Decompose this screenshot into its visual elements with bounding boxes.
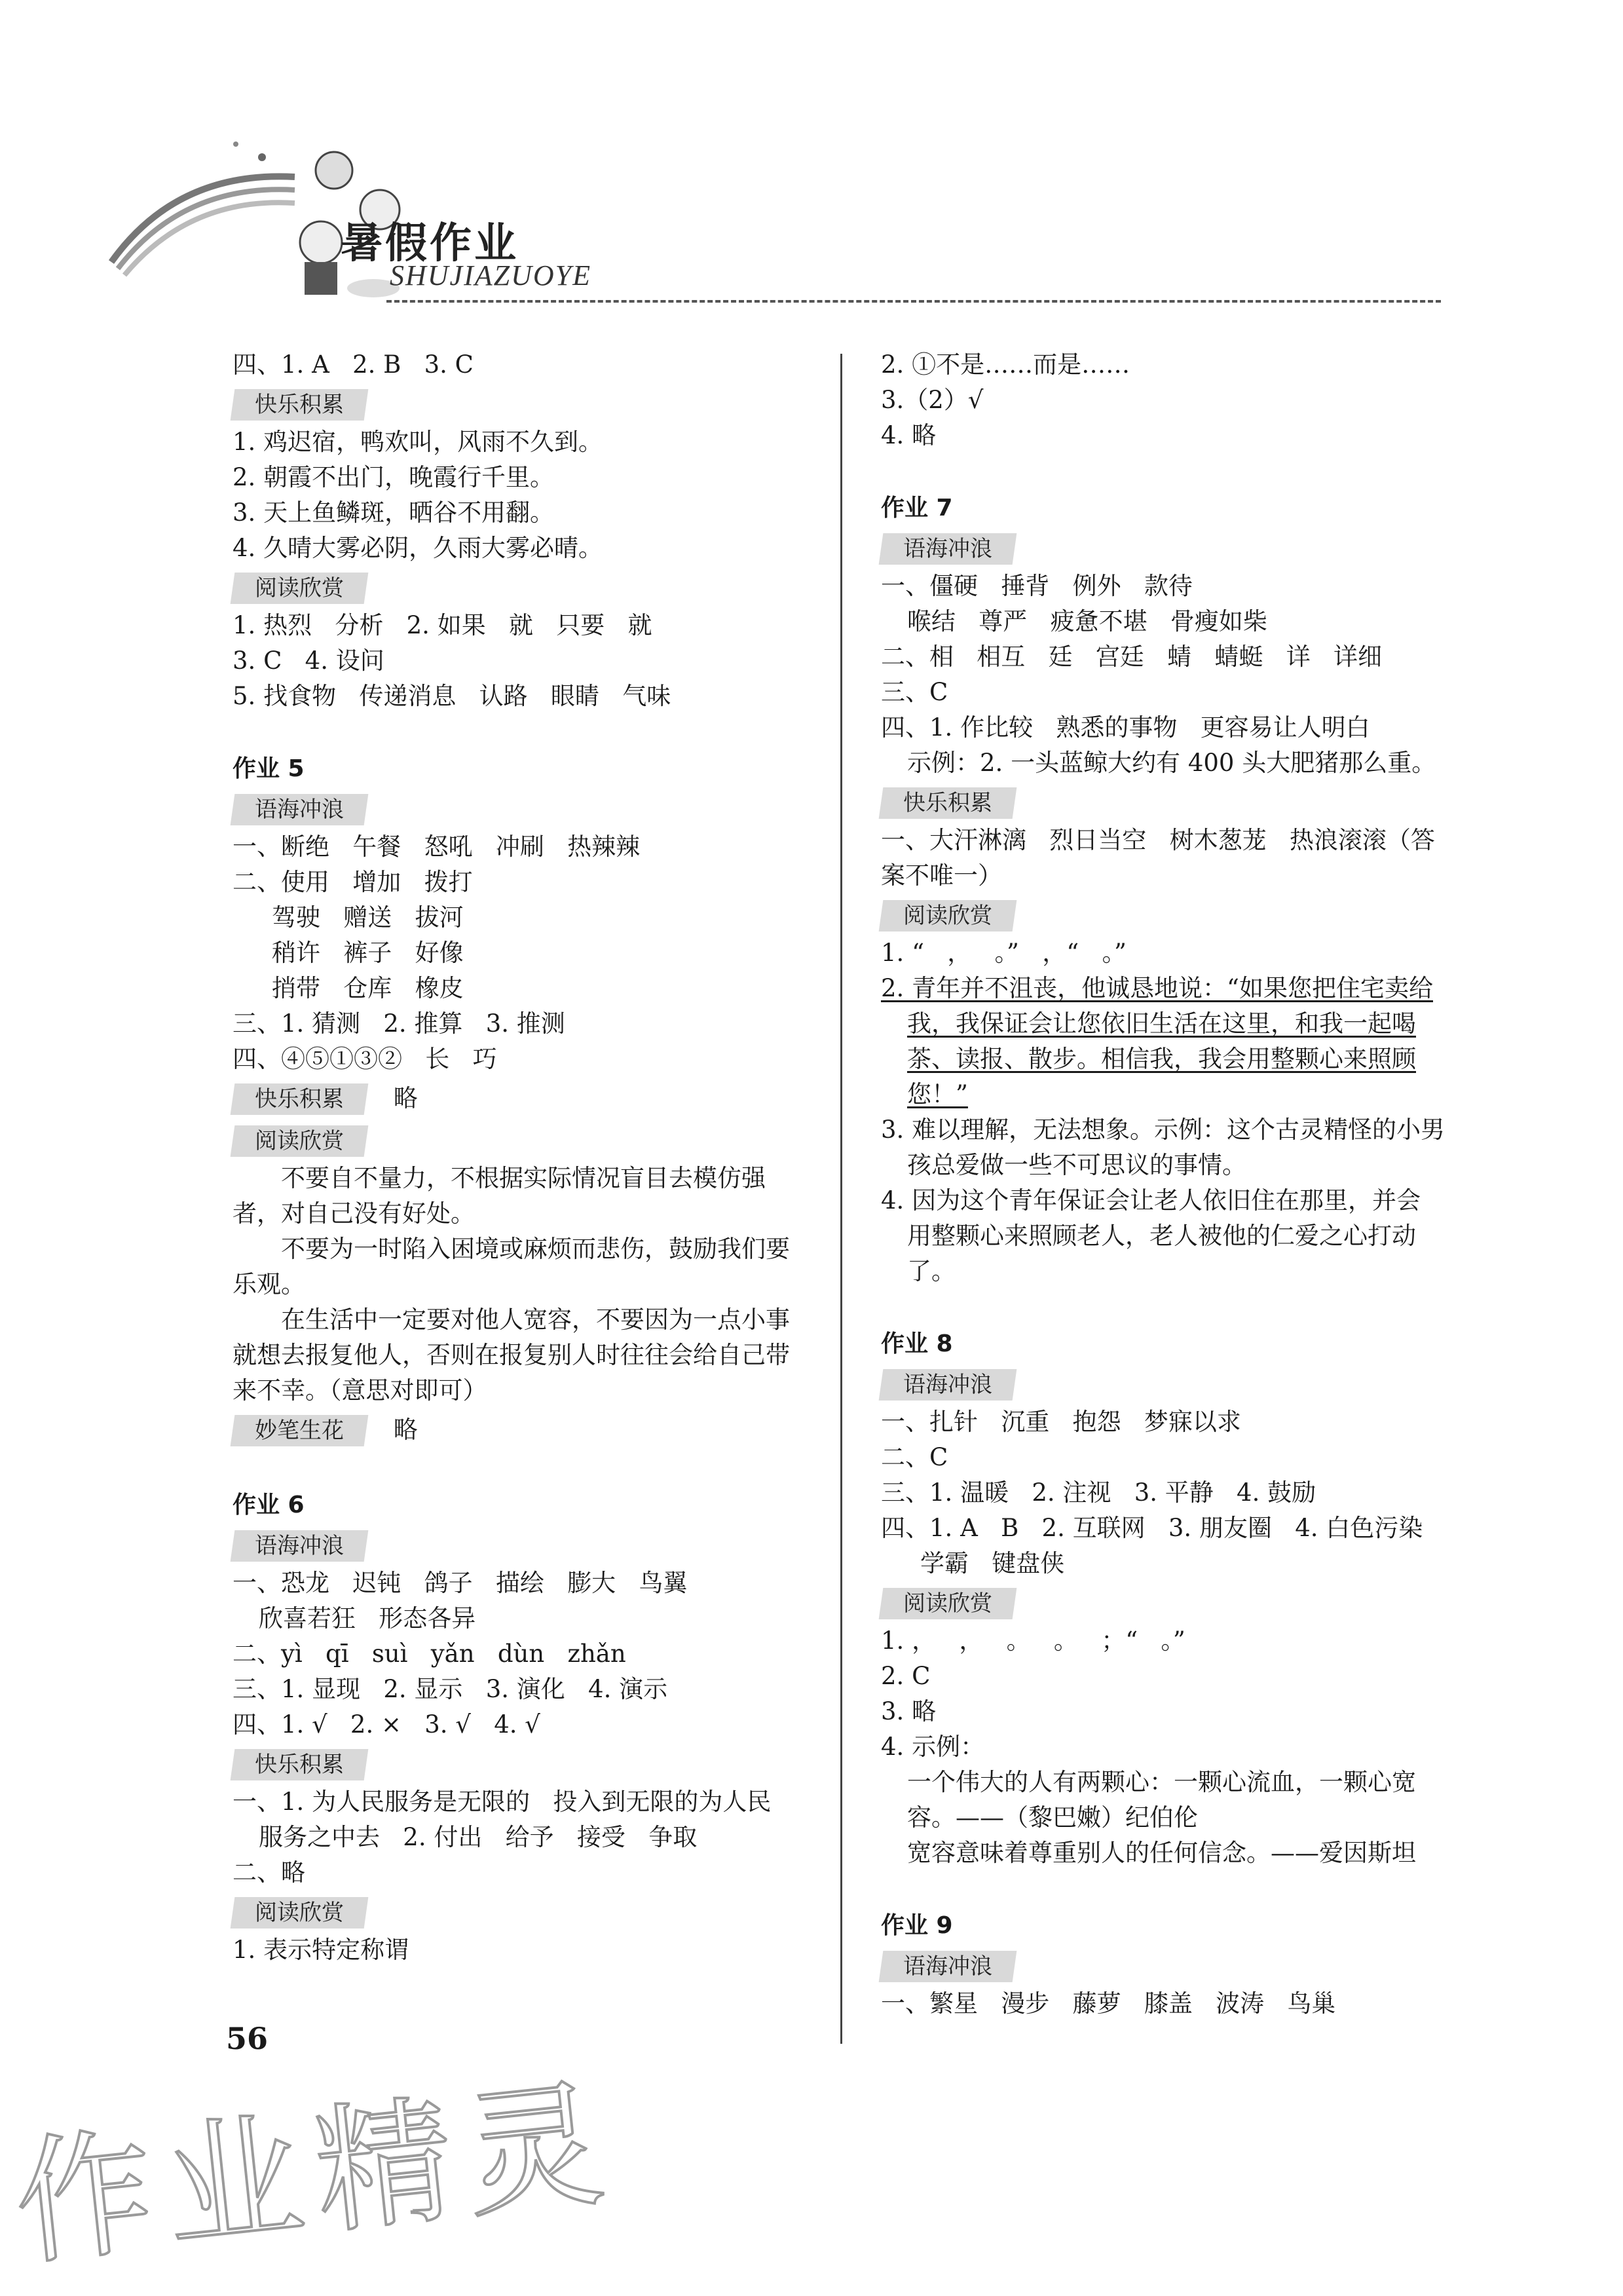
answer-line: 服务之中去 2. 付出 给予 接受 争取 — [259, 1823, 698, 1851]
assignment-heading: 作业 6 — [233, 1492, 305, 1518]
section-badge: 快乐积累 — [231, 389, 369, 421]
answer-line: 一、1. 为人民服务是无限的 投入到无限的为人民 — [233, 1788, 772, 1816]
section-badge: 阅读欣赏 — [879, 900, 1017, 932]
section-badge: 语海冲浪 — [879, 533, 1017, 565]
answer-line: 示例：2. 一头蓝鲸大约有 400 头大肥猪那么重。 — [907, 749, 1436, 777]
answer-line: 您！” — [907, 1080, 968, 1108]
answer-line: 1. 热烈 分析 2. 如果 就 只要 就 — [233, 611, 652, 639]
answer-line: 二、略 — [233, 1858, 305, 1887]
answer-line: 一、大汗淋漓 烈日当空 树木葱茏 热浪滚滚（答 — [881, 826, 1435, 854]
watermark: 作业精灵 — [7, 2062, 624, 2286]
section-badge: 阅读欣赏 — [231, 1897, 369, 1929]
answer-line: 二、相 相互 廷 宫廷 蜻 蜻蜓 详 详细 — [881, 643, 1382, 671]
answer-line: 二、C — [881, 1443, 948, 1471]
section-badge: 快乐积累 — [879, 787, 1017, 819]
answer-line: 喉结 尊严 疲惫不堪 骨瘦如柴 — [907, 607, 1267, 635]
answer-line: 一、繁星 漫步 藤萝 膝盖 波涛 鸟巢 — [881, 1989, 1336, 2018]
section-badge: 语海冲浪 — [879, 1369, 1017, 1401]
answer-line: 我，我保证会让您依旧生活在这里，和我一起喝 — [907, 1009, 1416, 1038]
answer-line: 2. 青年并不沮丧，他诚恳地说：“如果您把住宅卖给 — [881, 974, 1433, 1002]
section-badge: 语海冲浪 — [879, 1951, 1017, 1982]
answer-line: 三、1. 温暖 2. 注视 3. 平静 4. 鼓励 — [881, 1478, 1316, 1507]
answer-line: 3. 难以理解，无法想象。示例：这个古灵精怪的小男 — [881, 1116, 1446, 1144]
header-divider — [386, 300, 1441, 303]
answer-line: 用整颗心来照顾老人，老人被他的仁爱之心打动 — [907, 1222, 1416, 1250]
answer-line: 4. 因为这个青年保证会让老人依旧住在那里，并会 — [881, 1186, 1421, 1214]
answer-line: 四、1. √ 2. × 3. √ 4. √ — [233, 1710, 540, 1739]
answer-line: 2. 朝霞不出门，晚霞行千里。 — [233, 463, 555, 491]
answer-line: 3. 天上鱼鳞斑，晒谷不用翻。 — [233, 499, 555, 527]
answer-line: 稍许 裤子 好像 — [272, 939, 464, 967]
answer-line: 3.（2）√ — [881, 386, 984, 414]
answer-paragraph: 不要自不量力，不根据实际情况盲目去模仿强者，对自己没有好处。 — [233, 1164, 766, 1228]
answer-line: 四、1. A 2. B 3. C — [233, 350, 474, 379]
answer-line: 四、1. 作比较 熟悉的事物 更容易让人明白 — [881, 713, 1370, 742]
badge-note: 略 — [393, 1084, 418, 1112]
assignment-heading: 作业 9 — [881, 1912, 953, 1939]
answer-line: 1. 表示特定称谓 — [233, 1936, 409, 1964]
answer-line: 一、僵硬 捶背 例外 款待 — [881, 572, 1193, 600]
answer-line: 孩总爱做一些不可思议的事情。 — [907, 1151, 1246, 1179]
answer-line: 2. ①不是……而是…… — [881, 350, 1130, 379]
answer-line: 3. C 4. 设问 — [233, 647, 384, 675]
answer-line: 学霸 键盘侠 — [920, 1549, 1065, 1577]
answer-line: 2. C — [881, 1662, 931, 1690]
section-badge: 阅读欣赏 — [231, 1125, 369, 1157]
section-badge: 阅读欣赏 — [231, 573, 369, 604]
answer-line: 四、④⑤①③② 长 巧 — [233, 1045, 497, 1073]
assignment-heading: 作业 5 — [233, 755, 305, 782]
section-badge: 妙笔生花 — [231, 1415, 369, 1446]
answer-line: 一、扎针 沉重 抱怨 梦寐以求 — [881, 1408, 1241, 1436]
header-title: 暑假作业 — [341, 219, 519, 268]
left-column — [233, 347, 809, 1968]
column-divider — [840, 354, 842, 2044]
section-badge: 语海冲浪 — [231, 1530, 369, 1562]
answer-line: 三、C — [881, 678, 948, 706]
answer-line: 了。 — [907, 1257, 956, 1285]
answer-line: 一个伟大的人有两颗心：一颗心流血，一颗心宽 — [907, 1768, 1416, 1796]
answer-line: 四、1. A B 2. 互联网 3. 朋友圈 4. 白色污染 — [881, 1514, 1423, 1542]
answer-line: 一、恐龙 迟钝 鸽子 描绘 膨大 鸟翼 — [233, 1569, 688, 1597]
answer-line: 驾驶 赠送 拔河 — [272, 903, 464, 932]
answer-line: 案不唯一） — [881, 861, 1002, 890]
answer-line: 5. 找食物 传递消息 认路 眼睛 气味 — [233, 682, 671, 710]
answer-line: 捎带 仓库 橡皮 — [272, 974, 464, 1002]
right-column — [881, 347, 1457, 2022]
answer-line: 二、使用 增加 拨打 — [233, 868, 473, 896]
answer-line: 三、1. 猜测 2. 推算 3. 推测 — [233, 1009, 565, 1038]
answer-line: 1. “ ， 。” ，“ 。” — [881, 939, 1127, 967]
answer-line: 4. 示例： — [881, 1733, 985, 1761]
answer-line: 一、断绝 午餐 怒吼 冲刷 热辣辣 — [233, 833, 641, 861]
page-number: 56 — [226, 2021, 269, 2056]
assignment-heading: 作业 7 — [881, 495, 953, 521]
section-badge: 快乐积累 — [231, 1083, 369, 1115]
header-subtitle: SHUJIAZUOYE — [390, 259, 591, 292]
badge-note: 略 — [393, 1416, 418, 1444]
answer-line: 三、1. 显现 2. 显示 3. 演化 4. 演示 — [233, 1675, 668, 1703]
answer-line: 茶、读报、散步。相信我，我会用整颗心来照顾 — [907, 1045, 1416, 1073]
answer-line: 宽容意味着尊重别人的任何信念。——爱因斯坦 — [907, 1839, 1416, 1867]
answer-line: 容。——（黎巴嫩）纪伯伦 — [907, 1803, 1198, 1832]
answer-paragraph: 不要为一时陷入困境或麻烦而悲伤，鼓励我们要乐观。 — [233, 1235, 790, 1298]
answer-line: 4. 略 — [881, 421, 937, 449]
answer-line: 二、yì qī suì yǎn dùn zhǎn — [233, 1640, 626, 1668]
section-badge: 语海冲浪 — [231, 794, 369, 825]
section-badge: 快乐积累 — [231, 1749, 369, 1780]
answer-line: 欣喜若狂 形态各异 — [259, 1604, 476, 1632]
answer-line: 1. ， ， 。 。 ；“ 。” — [881, 1627, 1185, 1655]
assignment-heading: 作业 8 — [881, 1330, 953, 1357]
answer-paragraph: 在生活中一定要对他人宽容，不要因为一点小事就想去报复他人，否则在报复别人时往往会给自己带来不幸。（意思对即可） — [233, 1306, 790, 1404]
answer-line: 1. 鸡迟宿，鸭欢叫，风雨不久到。 — [233, 428, 603, 456]
answer-line: 4. 久晴大雾必阴，久雨大雾必晴。 — [233, 534, 603, 562]
answer-line: 3. 略 — [881, 1697, 937, 1725]
section-badge: 阅读欣赏 — [879, 1588, 1017, 1619]
